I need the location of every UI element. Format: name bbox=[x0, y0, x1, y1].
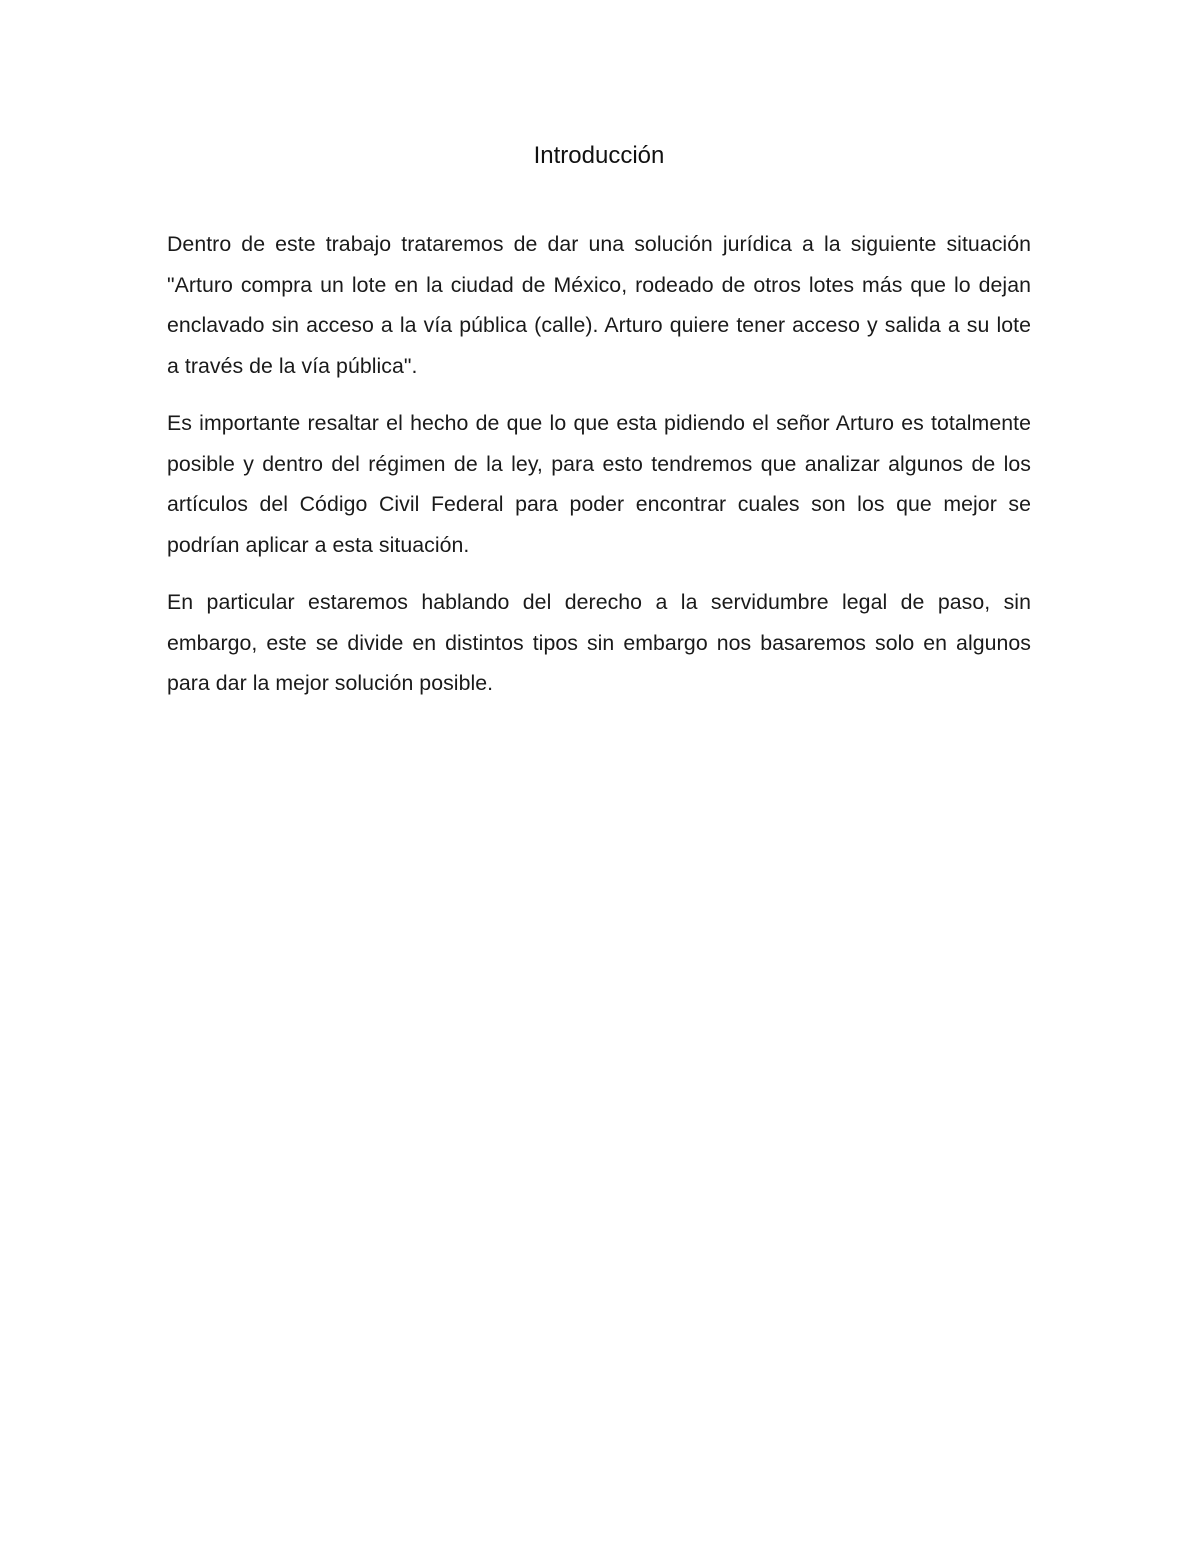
paragraph-1: Dentro de este trabajo trataremos de dar una solución jurídica a la siguiente situación "Arturo compra un lote en la ciudad de México, rodeado de otros lotes más que lo dejan enclavado sin acceso a la vía pública (calle). Arturo quiere tener acceso y salida a su lote a través de la vía pública". bbox=[167, 232, 1031, 378]
paragraph-2: Es importante resaltar el hecho de que lo que esta pidiendo el señor Arturo es totalmente posible y dentro del régimen de la ley, para esto tendremos que analizar algunos de los artículos del Código Civil Federal para poder encontrar cuales son los que mejor se podrían aplicar a esta situación. bbox=[167, 411, 1031, 557]
page-title: Introducción bbox=[533, 142, 665, 169]
paragraph-3: En particular estaremos hablando del derecho a la servidumbre legal de paso, sin embargo, este se divide en distintos tipos sin embargo nos basaremos solo en algunos para dar la mejor solución posible. bbox=[167, 590, 1031, 695]
document-content bbox=[167, 138, 1031, 704]
